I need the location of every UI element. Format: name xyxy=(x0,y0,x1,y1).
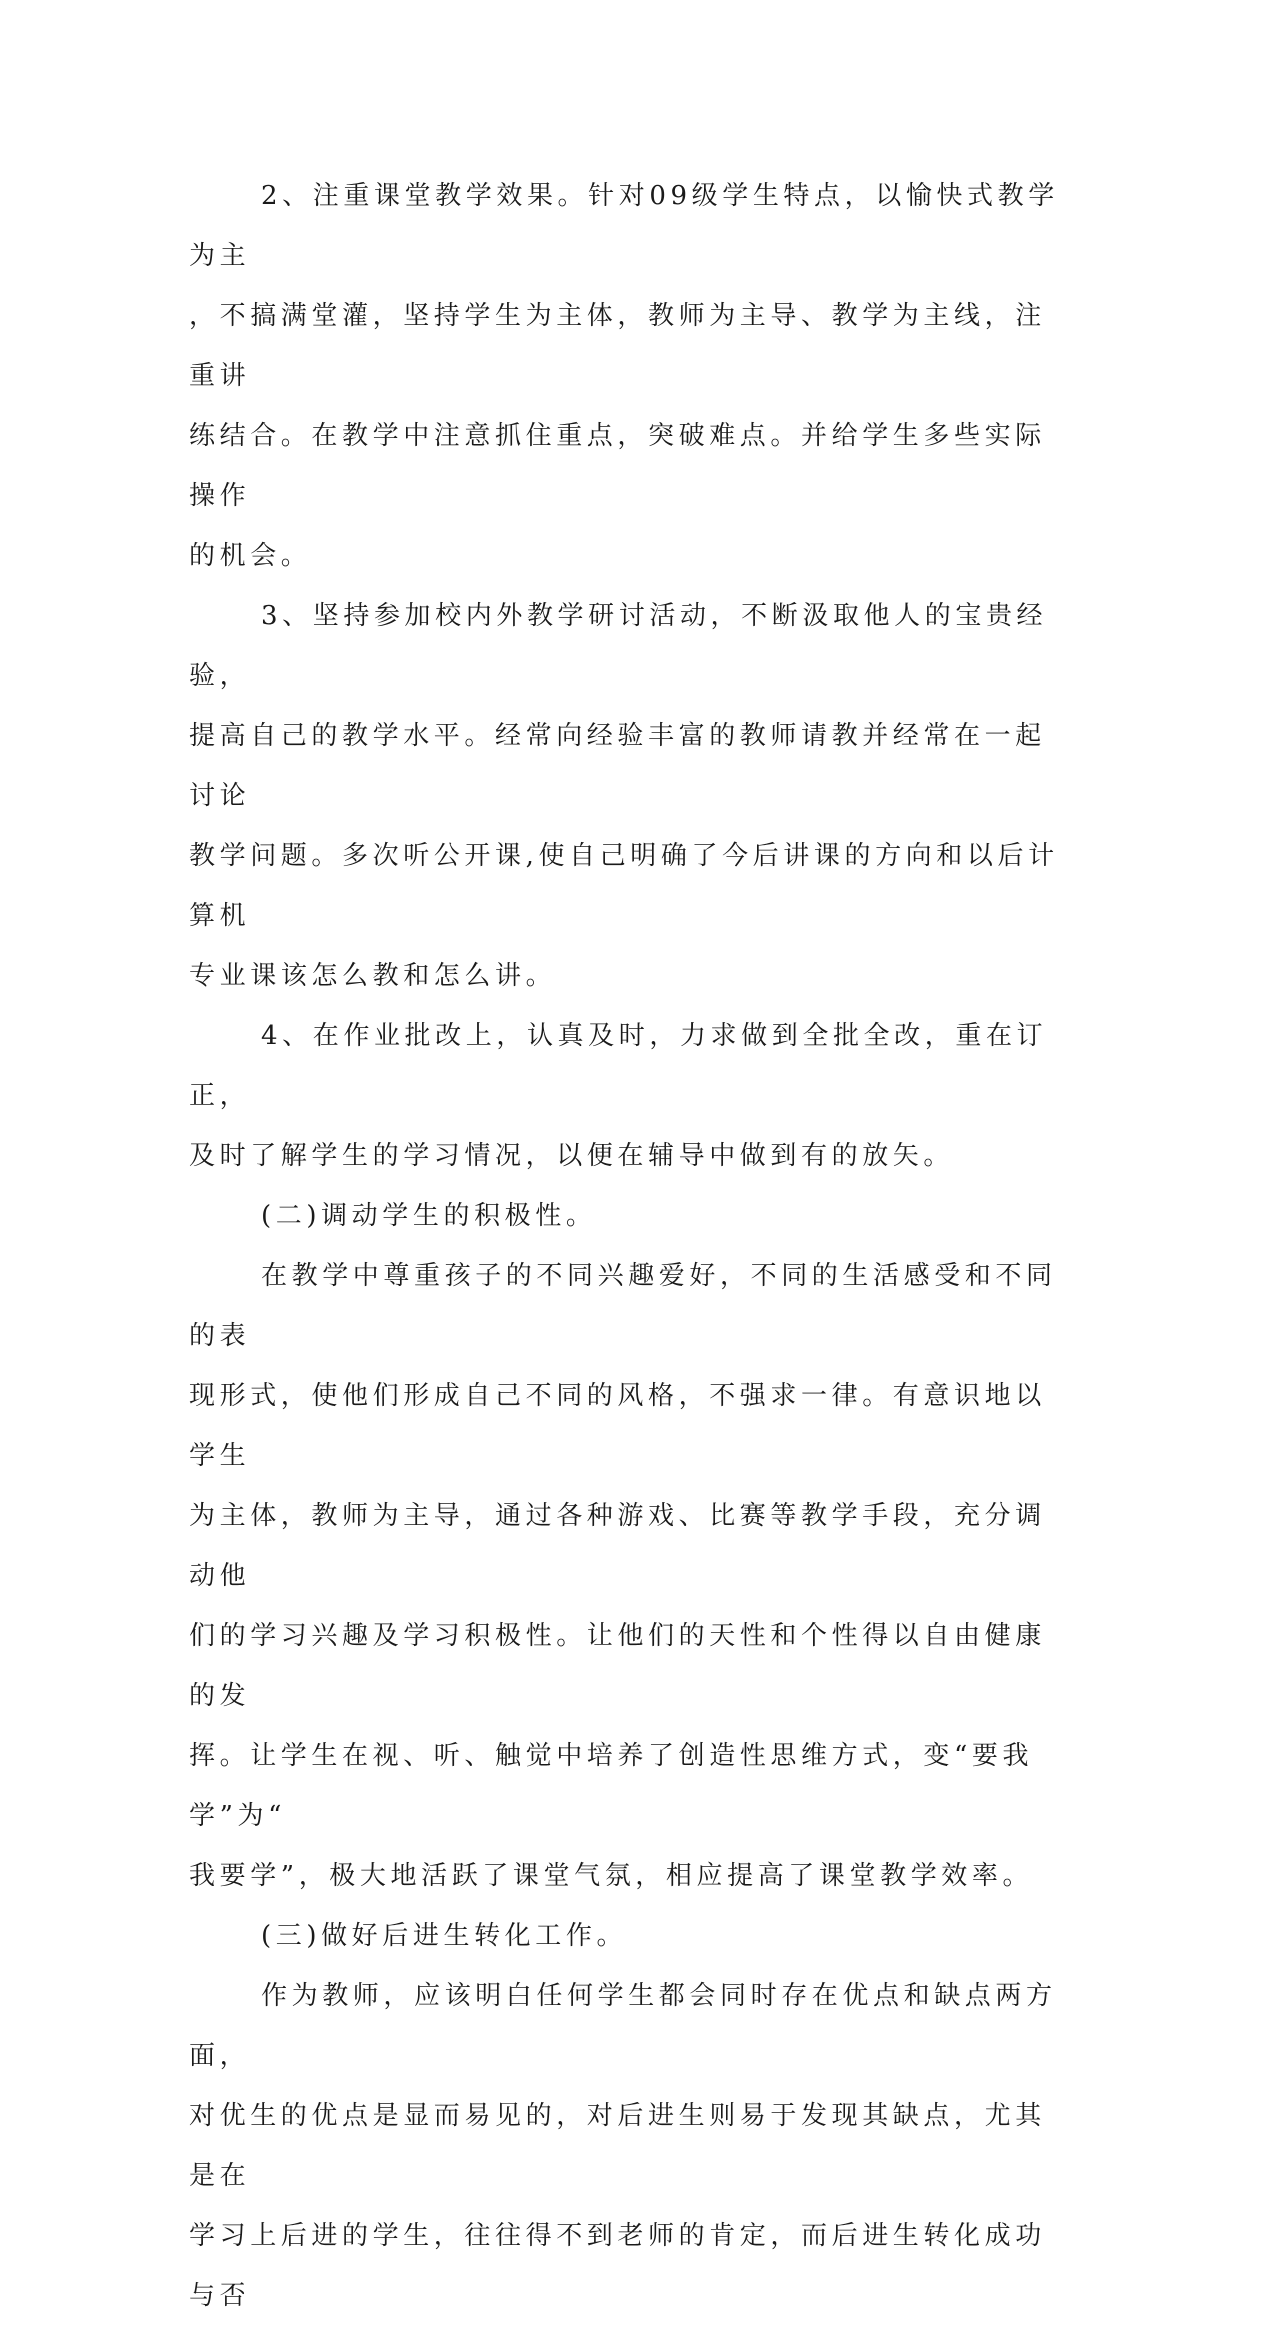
paragraph-underachiever: 作为教师，应该明白任何学生都会同时存在优点和缺点两方面， 对优生的优点是显而易见的，对后进生则易于发现其缺点，尤其是在 学习上后进的学生，往往得不到老师的肯定，而后进生转化成功与否 xyxy=(189,1981,1057,2311)
paragraph-student-motivation: 在教学中尊重孩子的不同兴趣爱好，不同的生活感受和不同的表 现形式，使他们形成自己不同的风格，不强求一律。有意识地以学生 为主体，教师为主导，通过各种游戏、比赛等教学手段，充分调动他 们的学习兴趣及学习积极性。让他们的天性和个性得以自由健康的发 挥。让学生在视、听、触觉中培养了创造性思维方式，变“要我学”为“ 我要学”，极大地活跃了课堂气氛，相应提高了课堂教学效率。 xyxy=(189,1261,1057,1891)
section-heading-3: (三)做好后进生转化工作。 xyxy=(261,1921,628,1951)
paragraph-item-2: 2、注重课堂教学效果。针对09级学生特点，以愉快式教学为主 ，不搞满堂灌，坚持学生为主体，教师为主导、教学为主线，注重讲 练结合。在教学中注意抓住重点，突破难点。并给学生多些实际操作 的机会。 xyxy=(189,181,1059,571)
document-body xyxy=(189,166,1069,2326)
paragraph-item-3: 3、坚持参加校内外教学研讨活动，不断汲取他人的宝贵经验， 提高自己的教学水平。经常向经验丰富的教师请教并经常在一起讨论 教学问题。多次听公开课,使自己明确了今后讲课的方向和以后计算机 专业课该怎么教和怎么讲。 xyxy=(189,601,1059,991)
paragraph-item-4: 4、在作业批改上，认真及时，力求做到全批全改，重在订正， 及时了解学生的学习情况，以便在辅导中做到有的放矢。 xyxy=(189,1021,1048,1171)
section-heading-2: (二)调动学生的积极性。 xyxy=(261,1201,597,1231)
